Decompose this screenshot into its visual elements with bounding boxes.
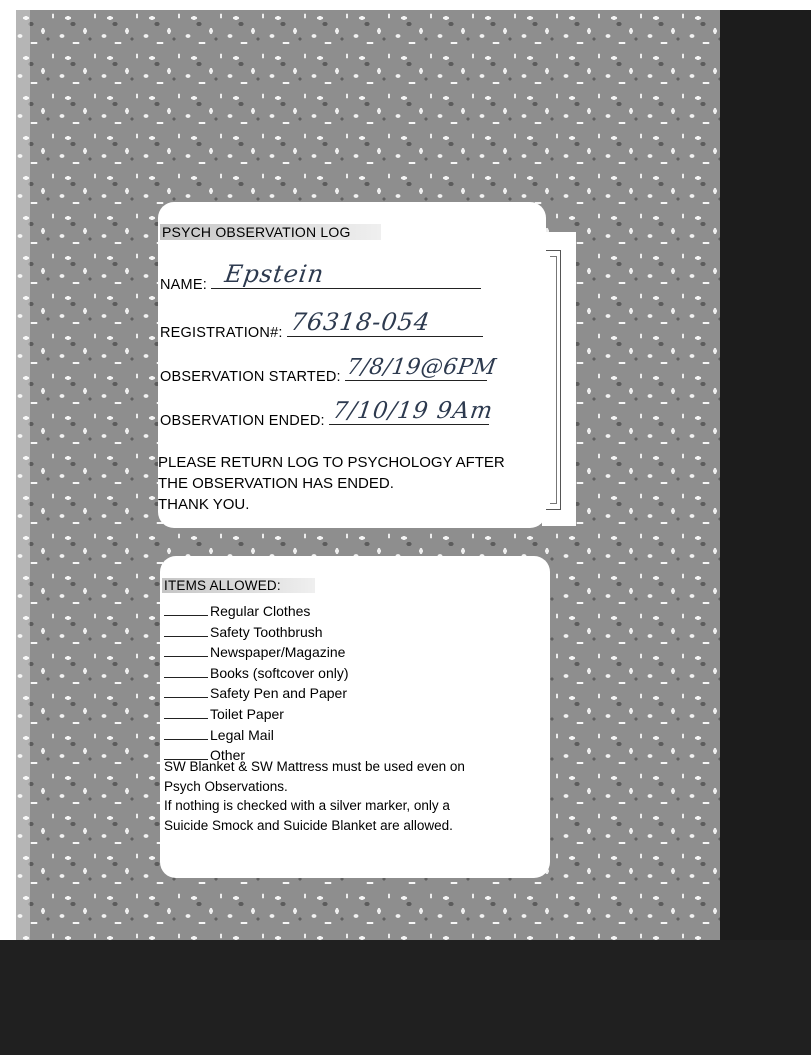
checkbox-line	[164, 663, 208, 678]
checkbox-line	[164, 704, 208, 719]
checkbox-line	[164, 642, 208, 657]
registration-field	[287, 310, 483, 337]
notice-line-3: THANK YOU.	[158, 496, 250, 513]
items-rules	[164, 757, 544, 835]
checkbox-line	[164, 601, 208, 616]
item-label: Safety Toothbrush	[210, 623, 323, 640]
items-allowed-title: ITEMS ALLOWED:	[162, 578, 315, 593]
checkbox-line	[164, 683, 208, 698]
checkbox-line	[164, 622, 208, 637]
checkbox-line	[164, 725, 208, 740]
item-label: Toilet Paper	[210, 705, 284, 722]
name-field	[211, 262, 481, 289]
notice-line-2: THE OBSERVATION HAS ENDED.	[158, 475, 394, 492]
registration-label: REGISTRATION#:	[160, 325, 283, 341]
ended-value: 7/10/19 9Am	[331, 398, 495, 424]
list-item	[164, 663, 349, 684]
list-item	[164, 704, 349, 725]
name-value: Epstein	[223, 260, 327, 288]
started-row	[160, 354, 498, 385]
item-label: Newspaper/Magazine	[210, 644, 346, 661]
item-label: Regular Clothes	[210, 603, 311, 619]
label-bracket-inner	[550, 256, 557, 504]
name-row	[160, 262, 481, 293]
notebook-spine	[16, 10, 30, 940]
started-label: OBSERVATION STARTED:	[160, 369, 341, 385]
scanner-edge-bottom	[0, 940, 811, 1055]
item-label: Books (softcover only)	[210, 664, 349, 681]
items-list	[164, 601, 349, 766]
started-value: 7/8/19@6PM	[345, 355, 498, 380]
ended-label: OBSERVATION ENDED:	[160, 413, 325, 429]
list-item	[164, 642, 349, 663]
ended-field	[329, 398, 495, 425]
list-item	[164, 622, 349, 643]
return-notice	[158, 452, 528, 515]
list-item	[164, 601, 349, 622]
started-field	[345, 354, 498, 381]
rule-line-1: SW Blanket & SW Mattress must be used even on	[164, 759, 465, 774]
form-title: PSYCH OBSERVATION LOG	[160, 224, 381, 240]
item-label: Safety Pen and Paper	[210, 685, 347, 702]
item-label: Legal Mail	[210, 726, 274, 743]
registration-row	[160, 310, 483, 341]
ended-row	[160, 398, 495, 429]
rule-line-2: Psych Observations.	[164, 778, 288, 794]
notice-line-1: PLEASE RETURN LOG TO PSYCHOLOGY AFTER	[158, 454, 505, 471]
list-item	[164, 725, 349, 746]
rule-line-4: Suicide Smock and Suicide Blanket are allowed.	[164, 817, 453, 833]
registration-value: 76318-054	[288, 308, 433, 336]
list-item	[164, 683, 349, 704]
item-label: Other	[210, 747, 246, 764]
name-label: NAME:	[160, 277, 207, 293]
scanner-edge-right	[718, 10, 811, 1055]
rule-line-3: If nothing is checked with a silver marker, only a	[164, 798, 450, 814]
